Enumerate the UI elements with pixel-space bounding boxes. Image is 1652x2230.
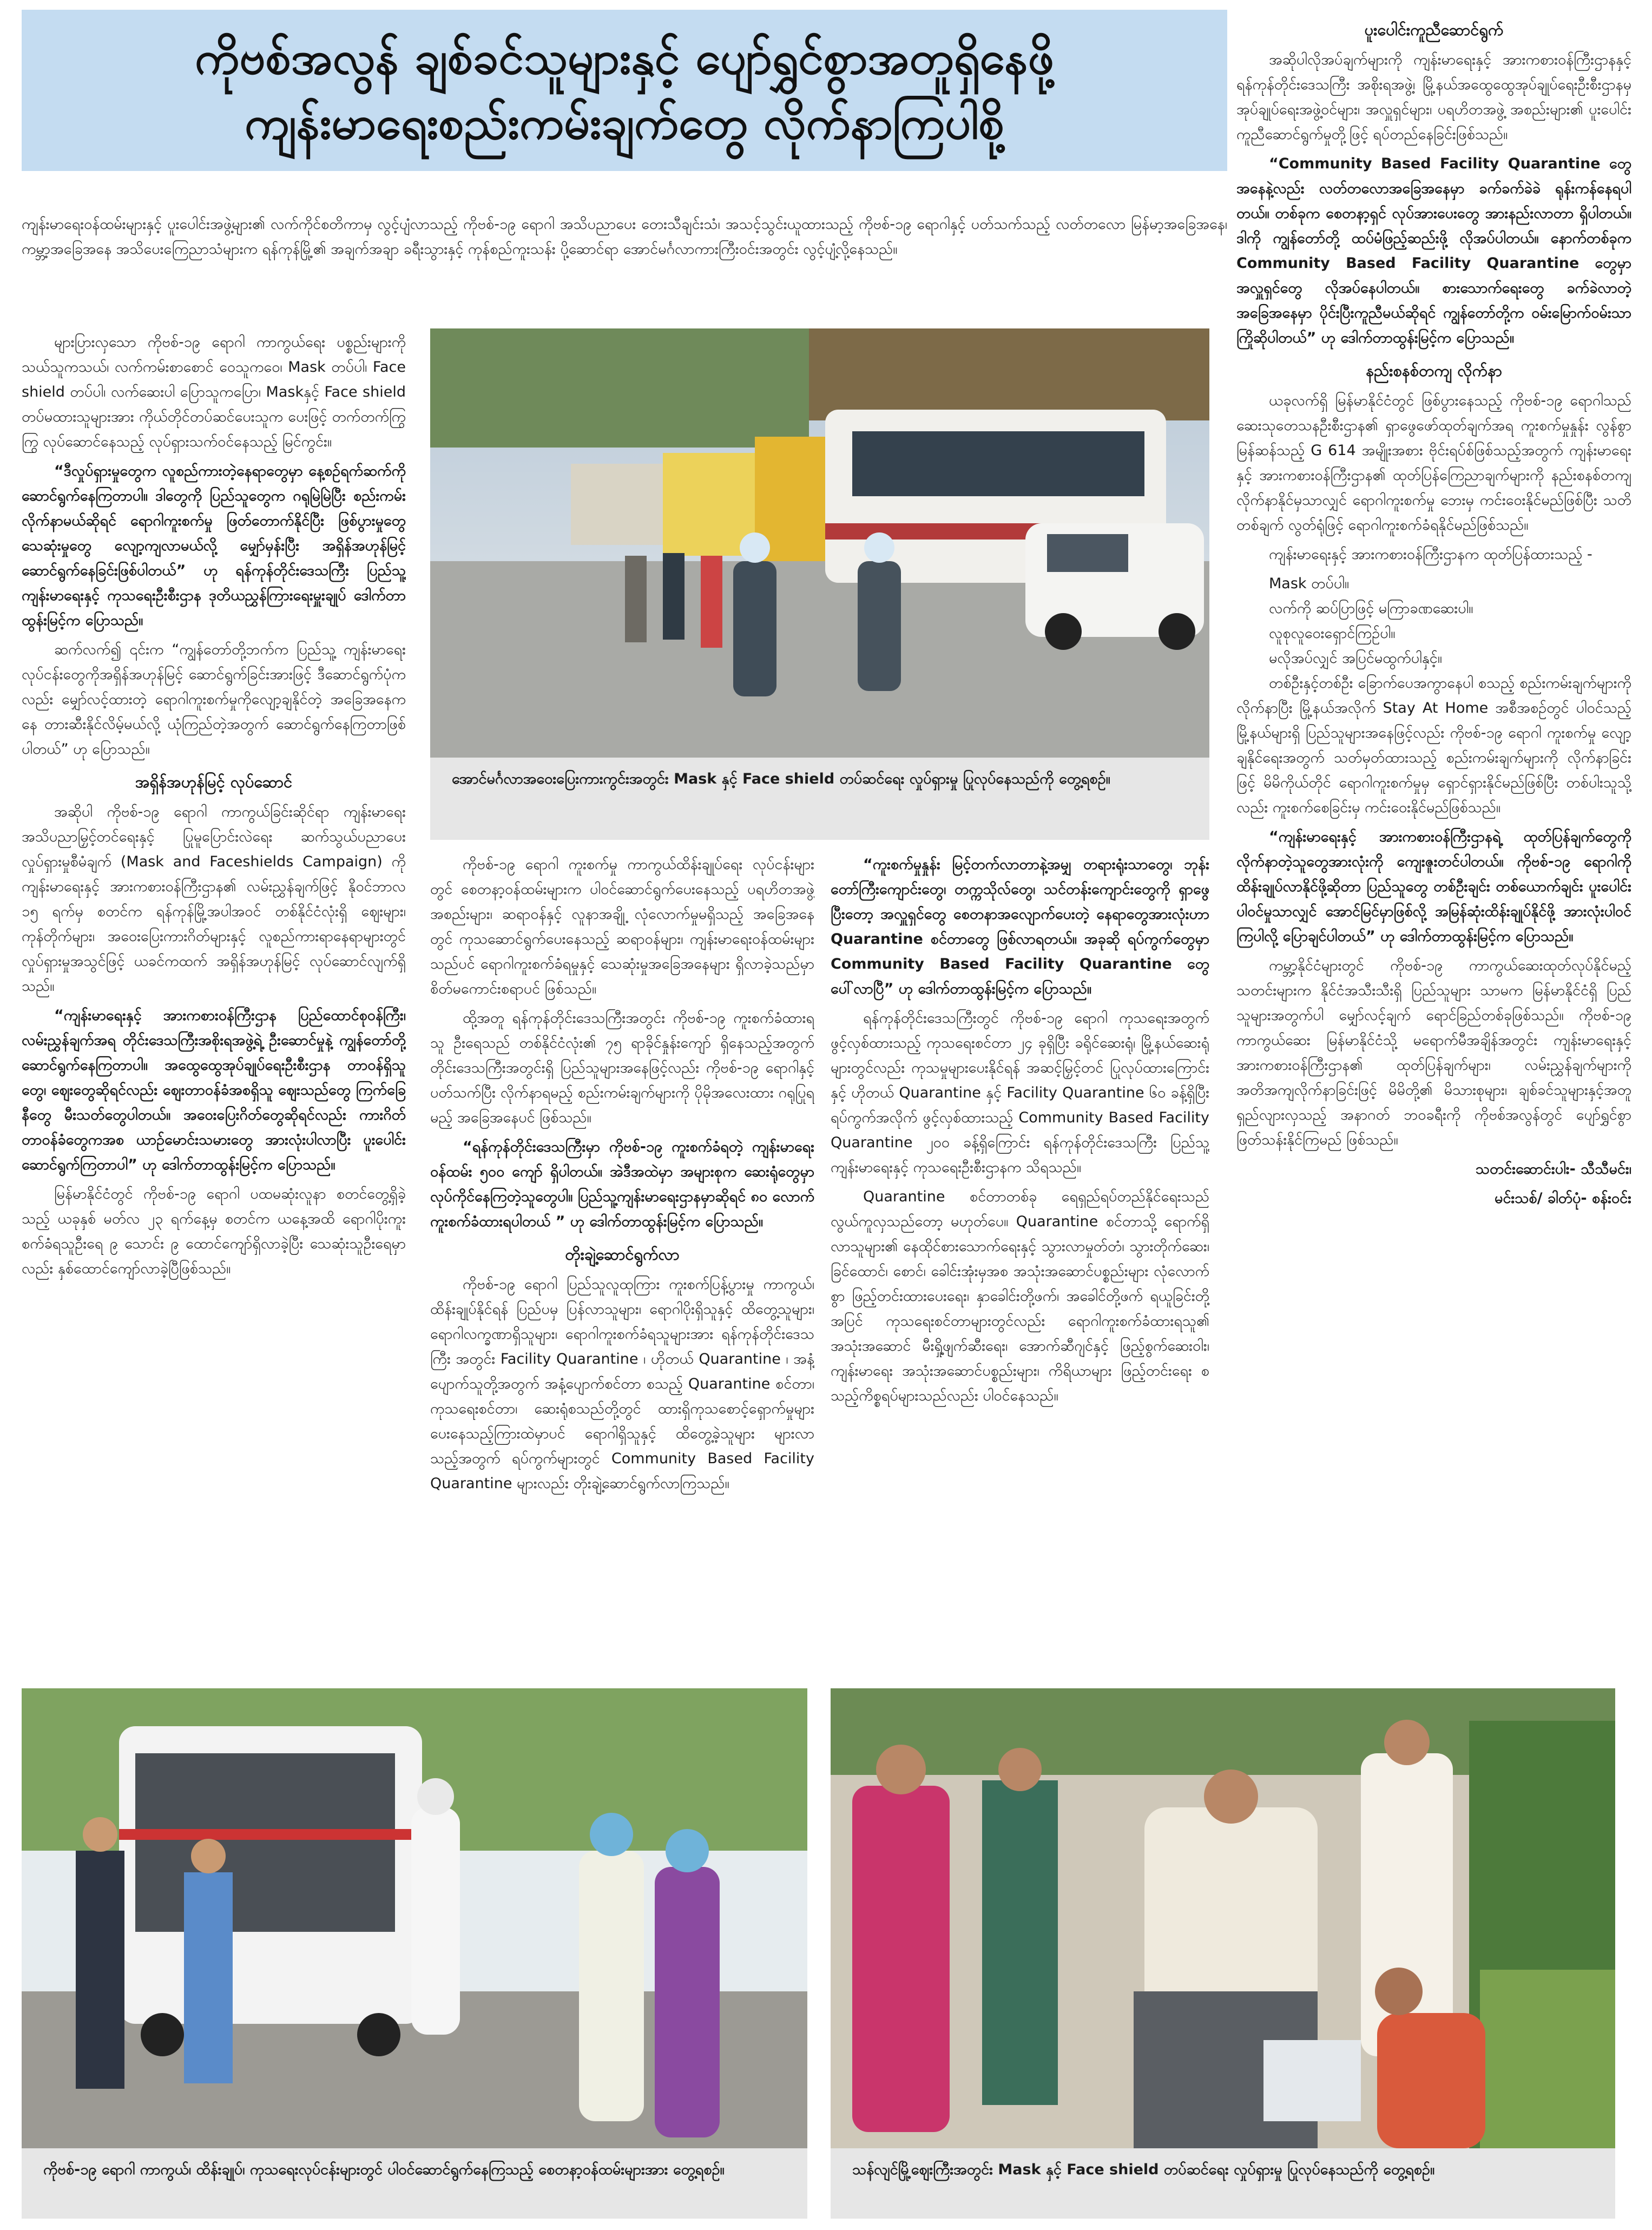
paragraph: ကျန်းမာရေးနှင့် အားကစားဝန်ကြီးဌာနက ထုတ်ပြန်ထားသည့် - — [1269, 546, 1592, 563]
paragraph: များပြားလှသော ကိုဗစ်-၁၉ ရောဂါ ကာကွယ်ရေး ပစ္စည်းများကို သယ်သူကသယ်၊ လက်ကမ်းစာစောင် ဝေသူကဝေ၊ Mask တပ်ပါ၊ Face shield တပ်ပါ၊ လက်ဆေးပါ ပြောသူကပြော၊ Maskနှင့် Face shield တပ်မထားသူများအား ကိုယ်တိုင်တပ်ဆင်ပေးသူက ပေးဖြင့် တက်တက်ကြွကြွ လုပ်ဆောင်နေသည့် လုပ်ရှားသက်ဝင်နေသည့် မြင်ကွင်း။ — [22, 334, 406, 450]
quote-paragraph: “ရန်ကုန်တိုင်းဒေသကြီးမှာ ကိုဗစ်-၁၉ ကူးစက်ခံရတဲ့ ကျန်းမာရေးဝန်ထမ်း ၅၀၀ ကျော် ရှိပါတယ်။ အဲဒီအထဲမှာ အများစုက ဆေးရုံတွေမှာ လုပ်ကိုင်နေကြတဲ့သူတွေပါ။ ပြည်သူ့ကျန်းမာရေးဌာနမှာဆိုရင် ၈၀ လောက် ကူးစက်ခံထားရပါတယ် ” ဟု ဒေါက်တာထွန်းမြင့်က ပြောသည်။ — [430, 1139, 814, 1230]
section-heading: တိုးချဲ့ဆောင်ရွက်လာ — [565, 1245, 680, 1264]
photo-bus-terminal — [430, 328, 1209, 758]
paragraph: တစ်ဦးနှင့်တစ်ဦး ခြောက်ပေအကွာနေပါ စသည့် စည်းကမ်းချက်များကို လိုက်နာပြီး မြို့နယ်အလိုက် Stay At Home အစီအစဉ်တွင် ပါဝင်သည့် မြို့နယ်များရှိ ပြည်သူများအနေဖြင့်လည်း ကိုဗစ်-၁၉ ရောဂါ ကူးစက်မှု လျော့ချနိုင်ရေးအတွက် သတ်မှတ်ထားသည့် စည်းကမ်းချက်များကို လိုက်နာခြင်းဖြင့် မိမိကိုယ်တိုင် ရောဂါကူးစက်မှုမှ ရှောင်ရှားနိုင်မည်ဖြစ်ပြီး တစ်ပါးသူသို့လည်း ကူးစက်စေခြင်းမှ ကင်းဝေးနိုင်မည်ဖြစ်သည်။ — [1236, 675, 1631, 816]
lede-paragraph: ကျန်းမာရေးဝန်ထမ်းများနှင့် ပူးပေါင်းအဖွဲ့များ၏ လက်ကိုင်စတိကာမှ လွင့်ပျံလာသည့် ကိုဗစ်-၁၉ ရောဂါ အသိပညာပေး တေးသီချင်းသံ၊ အသင့်သွင်းယူထားသည့် ကိုဗစ်-၁၉ ရောဂါနှင့် ပတ်သက်သည့် လတ်တလော မြန်မာ့အခြေအနေ၊ ကမ္ဘာ့အခြေအနေ အသိပေးကြေညာသံများက ရန်ကုန်မြို့၏ အချက်အချာ ခရီးသွားနှင့် ကုန်စည်ကူးသန်း ပို့ဆောင်ရာ အောင်မင်္ဂလာကားကြီးဝင်းအတွင်း လွင့်ပျံ့လို့နေသည်။ — [22, 216, 1227, 258]
paragraph: ထို့အတူ ရန်ကုန်တိုင်းဒေသကြီးအတွင်း ကိုဗစ်-၁၉ ကူးစက်ခံထားရသူ ဦးရေသည် တစ်နိုင်ငံလုံး၏ ၇၅ ရာခိုင်နှုန်းကျော် ရှိနေသည့်အတွက် တိုင်းဒေသကြီးအတွင်းရှိ ပြည်သူများအနေဖြင့်လည်း ကိုဗစ်-၁၉ ရောဂါနှင့် ပတ်သက်ပြီး လိုက်နာရမည့် စည်းကမ်းချက်များကို ပိုမိုအလေးထား ဂရုပြုရမည့် အခြေအနေပင် ဖြစ်သည်။ — [430, 1010, 814, 1126]
paragraph: Quarantine စင်တာတစ်ခု ရေရှည်ရပ်တည်နိုင်ရေးသည် လွယ်ကူလှသည်တော့ မဟုတ်ပေ။ Quarantine စင်တာသို့ ရောက်ရှိလာသူများ၏ နေထိုင်စားသောက်ရေးနှင့် သွားလာမှုတ်တံ၊ သွားတိုက်ဆေး၊ ခြင်ထောင်၊ စောင်၊ ခေါင်းအုံးမှအစ အသုံးအဆောင်ပစ္စည်းများ လုံလောက်စွာ ဖြည့်တင်းထားပေးရေး၊ နှာခေါင်းတို့ဖက်၊ အခေါင်တို့ဖက် ရယူခြင်းတို့အပြင် ကုသရေးစင်တာများတွင်လည်း ရောဂါကူးစက်ခံထားရသူ၏ အသုံးအဆောင် မီးရှို့ဖျက်ဆီးရေး၊ အောက်ဆီဂျင်နှင့် ဖြည့်စွက်ဆေးဝါး၊ ကျန်းမာရေး အသုံးအဆောင်ပစ္စည်းများ၊ ကိရိယာများ ဖြည့်တင်းရေး စသည့်ကိစ္စရပ်များသည်လည်း ပါဝင်နေသည်။ — [831, 1188, 1209, 1404]
byline: မင်းသစ်/ ခါတ်ပုံ- စန်းဝင်း — [1495, 1190, 1631, 1207]
quote-paragraph: “ကျန်းမာရေးနှင့် အားကစားဝန်ကြီးဌာန ပြည်ထောင်စုဝန်ကြီး၊ လမ်းညွှန်ချက်အရ တိုင်းဒေသကြီးအစိုးရအဖွဲ့ရဲ့ ဦးဆောင်မှုနဲ့ ကျွန်တော်တို့ ဆောင်ရွက်နေကြတာပါ။ အထွေထွေအုပ်ချုပ်ရေးဦးစီးဌာန တာဝန်ရှိသူတွေ၊ ဈေးတွေဆိုရင်လည်း ဈေးတာဝန်ခံအစရှိသူ ဈေးသည်တွေ ကြက်ခြေနီတွေ မီးသတ်တွေပါတယ်။ အဝေးပြေးဂိတ်တွေဆိုရင်လည်း ကားဂိတ်တာဝန်ခံတွေကအစ ယာဉ်မောင်းသမားတွေ အားလုံးပါလာပြီး ပူးပေါင်းဆောင်ရွက်ကြတာပါ” ဟု ဒေါက်တာထွန်းမြင့်က ပြောသည်။ — [22, 1007, 406, 1173]
paragraph: အဆိုပါ ကိုဗစ်-၁၉ ရောဂါ ကာကွယ်ခြင်းဆိုင်ရာ ကျန်းမာရေးအသိပညာမြှင့်တင်ရေးနှင့် ပြုမူပြောင်းလဲရေး ဆက်သွယ်ပညာပေး လှုပ်ရှားမှုစီမံချက် (Mask and Faceshields Campaign) ကို ကျန်းမာရေးနှင့် အားကစားဝန်ကြီးဌာန၏ လမ်းညွှန်ချက်ဖြင့် နိုဝင်ဘာလ ၁၅ ရက်မှ စတင်က ရန်ကုန်မြို့အပါအဝင် တစ်နိုင်ငံလုံးရှိ ဈေးများ၊ ကုန်တိုက်များ၊ အဝေးပြေးကားဂိတ်များနှင့် လူစည်ကားရာနေရာများတွင် လှုပ်ရှားမှုအသွင်ဖြင့် ယခင်ကထက် အရှိန်အဟုန်မြင့် လုပ်ဆောင်လျက်ရှိသည်။ — [22, 804, 406, 995]
byline: သတင်းဆောင်းပါး- သီသီမင်း၊ — [1475, 1161, 1631, 1178]
headline-line-2: ကျန်းမာရေးစည်းကမ်းချက်တွေ လိုက်နာကြပါစို့ — [245, 96, 1004, 149]
paragraph: မြန်မာနိုင်ငံတွင် ကိုဗစ်-၁၉ ရောဂါ ပထမဆုံးလူနာ စတင်တွေ့ရှိခဲ့သည့် ယခုနှစ် မတ်လ ၂၃ ရက်နေ့မှ စတင်က ယနေ့အထိ ရောဂါပိုးကူးစက်ခံရသူဦးရေ ၉ သောင်း ၉ ထောင်ကျော်ရှိလာခဲ့ပြီး သေဆုံးသူဦးရေမှာလည်း နှစ်ထောင်ကျော်လာခဲ့ပြီဖြစ်သည်။ — [22, 1186, 406, 1277]
article-column-3 — [831, 852, 1209, 1669]
photo-caption-bottom-left: ကိုဗစ်-၁၉ ရောဂါ ကာကွယ်၊ ထိန်းချုပ်၊ ကုသရေးလုပ်ငန်းများတွင် ပါဝင်ဆောင်ရွက်နေကြသည့် စေတနာ့ဝန်ထမ်းများအား တွေ့ရစဉ်။ — [22, 2148, 807, 2219]
section-heading: အရှိန်အဟုန်မြင့် လုပ်ဆောင် — [135, 773, 293, 791]
list-item: လက်ကို ဆပ်ပြာဖြင့် မကြာခဏဆေးပါ။ — [1269, 600, 1473, 617]
quote-paragraph: “ကျန်းမာရေးနှင့် အားကစားဝန်ကြီးဌာနရဲ့ ထုတ်ပြန်ချက်တွေကို လိုက်နာတဲ့သူတွေအားလုံးကို ကျေးဇူးတင်ပါတယ်။ ကိုဗစ်-၁၉ ရောဂါကို ထိန်းချုပ်လာနိုင်ဖို့ဆိုတာ ပြည်သူတွေ တစ်ဦးချင်း တစ်ယောက်ချင်း ပူးပေါင်းပါဝင်မှုသာလျှင် အောင်မြင်မှာဖြစ်လို့ အမြန်ဆုံးထိန်းချုပ်နိုင်ဖို့ အားလုံးပါဝင်ကြပါလို့ ပြောချင်ပါတယ်” ဟု ဒေါက်တာထွန်းမြင့်က ပြောသည်။ — [1236, 828, 1631, 945]
section-heading: ပူးပေါင်းကူညီဆောင်ရွက် — [1364, 21, 1504, 39]
bus-terminal-image — [430, 328, 1209, 758]
market-image — [831, 1688, 1615, 2148]
article-column-1 — [22, 330, 406, 1667]
quote-paragraph: “ကူးစက်မှုနှုန်း မြင့်တက်လာတာနဲ့အမျှ တရားရုံးသာတွေ၊ ဘုန်းတော်ကြီးကျောင်းတွေ၊ တက္ကသိုလ်တွေ၊ သင်တန်းကျောင်းတွေကို ရှာဖွေပြီးတော့ အလှူရှင်တွေ စေတနာအလျောက်ပေးတဲ့ နေရာတွေအားလုံးဟာ Quarantine စင်တာတွေ ဖြစ်လာရတယ်။ အခုဆို ရပ်ကွက်တွေမှာ Community Based Facility Quarantine တွေ ပေါ်လာပြီ” ဟု ဒေါက်တာထွန်းမြင့်က ပြောသည်။ — [831, 856, 1209, 997]
section-heading: နည်းစနစ်တကျ လိုက်နာ — [1366, 361, 1502, 380]
list-item: မလိုအပ်လျှင် အပြင်မထွက်ပါနှင့်။ — [1269, 650, 1442, 667]
paragraph: ကမ္ဘာ့နိုင်ငံများတွင် ကိုဗစ်-၁၉ ကာကွယ်ဆေးထုတ်လုပ်နိုင်မည့် သတင်းများက နိုင်ငံအသီးသီးရှိ ပြည်သူများ သာမက မြန်မာနိုင်ငံရှိ ပြည်သူများအတွက်ပါ မျှော်လင့်ချက် ရောင်ခြည်တစ်ခုဖြစ်သည်။ ကိုဗစ်-၁၉ ကာကွယ်ဆေး မြန်မာနိုင်ငံသို့ မရောက်မီအချိန်အတွင်း ကျန်းမာရေးနှင့် အားကစားဝန်ကြီးဌာန၏ ထုတ်ပြန်ချက်များ၊ လမ်းညွှန်ချက်များကို အတိအကျလိုက်နာခြင်းဖြင့် မိမိတို့၏ မိသားစုများ၊ ချစ်ခင်သူများနှင့်အတူ ရှည်လျားလှသည့် အနာဂတ် ဘဝခရီးကို ကိုဗစ်အလွန်တွင် ပျော်ရွှင်စွာ ဖြတ်သန်းနိုင်ကြမည် ဖြစ်သည်။ — [1236, 957, 1631, 1148]
article-column-2 — [430, 852, 814, 1669]
paragraph: အဆိုပါလိုအပ်ချက်များကို ကျန်းမာရေးနှင့် အားကစားဝန်ကြီးဌာနနှင့် ရန်ကုန်တိုင်းဒေသကြီး အစိုးရအဖွဲ့၊ မြို့နယ်အထွေထွေအုပ်ချုပ်ရေးဦးစီးဌာနမှ အုပ်ချုပ်ရေးအဖွဲ့ဝင်များ၊ အလှူရှင်များ၊ ပရဟိတအဖွဲ့ အစည်းများ၏ ပူးပေါင်းကူညီဆောင်ရွက်မှုတို့ဖြင့် ရပ်တည်နေခြင်းဖြစ်သည်။ — [1236, 51, 1631, 143]
headline-box — [22, 10, 1227, 171]
paragraph: ကိုဗစ်-၁၉ ရောဂါ ကူးစက်မှု ကာကွယ်ထိန်းချုပ်ရေး လုပ်ငန်းများတွင် စေတနာ့ဝန်ထမ်းများက ပါဝင်ဆောင်ရွက်ပေးနေသည့် ပရဟိတအဖွဲ့အစည်းများ၊ ဆရာဝန်နှင့် လူနာအချို့ လုံလောက်မှုမရှိသည့် အခြေအနေတွင် ကုသဆောင်ရွက်ပေးနေသည့် ဆရာဝန်များ၊ ကျန်းမာရေးဝန်ထမ်းများ သည်ပင် ရောဂါကူးစက်ခံရမှုနှင့် သေဆုံးမှုအခြေအနေများ ရှိလာခဲ့သည်မှာ စိတ်မကောင်းစရာပင် ဖြစ်သည်။ — [430, 856, 814, 997]
list-item: Mask တပ်ပါ။ — [1269, 575, 1350, 592]
photo-ambulance-volunteers — [22, 1688, 807, 2148]
list-item: လူစုလူဝေးရှောင်ကြဉ်ပါ။ — [1269, 625, 1396, 642]
photo-caption-top: အောင်မင်္ဂလာအဝေးပြေးကားကွင်းအတွင်း Mask နှင့် Face shield တပ်ဆင်ရေး လှုပ်ရှားမှု ပြုလုပ်နေသည်ကို တွေ့ရစဉ်။ — [430, 758, 1209, 840]
quote-paragraph: “ဒီလှုပ်ရှားမှုတွေက လူစည်ကားတဲ့နေရာတွေမှာ နေ့စဉ်ရက်ဆက်ကို ဆောင်ရွက်နေကြတာပါ။ ဒါတွေကို ပြည်သူတွေက ဂရုမြဲမြဲပြီး စည်းကမ်းလိုက်နာမယ်ဆိုရင် ရောဂါကူးစက်မှု ဖြတ်တောက်နိုင်ပြီး ဖြစ်ပွားမှုတွေ သေဆုံးမှုတွေ လျော့ကျလာမယ်လို့ မျှော်မှန်းပြီး အရှိန်အဟုန်မြင့် ဆောင်ရွက်နေခြင်းဖြစ်ပါတယ်” ဟု ရန်ကုန်တိုင်းဒေသကြီး ပြည်သူ့ကျန်းမာရေးနှင့် ကုသရေးဦးစီးဌာန ဒုတိယညွှန်ကြားရေးမှူးချုပ် ဒေါက်တာထွန်းမြင့်က ပြောသည်။ — [22, 463, 406, 629]
photo-market-campaign — [831, 1688, 1615, 2148]
paragraph: ဆက်လက်၍ ၎င်းက “ကျွန်တော်တို့ဘက်က ပြည်သူ့ ကျန်းမာရေးလုပ်ငန်းတွေကိုအရှိန်အဟုန်မြင့် ဆောင်ရွက်ခြင်းအားဖြင့် ဒီဆောင်ရွက်ပုံကလည်း မျှော်လင့်ထားတဲ့ ရောဂါကူးစက်မှုကိုလျော့ချနိုင်တဲ့ အခြေအနေကနေ တားဆီးနိုင်လိမ့်မယ်လို့ ယုံကြည်တဲ့အတွက် ဆောင်ရွက်နေကြတာဖြစ်ပါတယ်” ဟု ပြောသည်။ — [22, 641, 406, 758]
paragraph: ယခုလက်ရှိ မြန်မာနိုင်ငံတွင် ဖြစ်ပွားနေသည့် ကိုဗစ်-၁၉ ရောဂါသည် ဆေးသုတေသနဦးစီးဌာန၏ ရှာဖွေဖော်ထုတ်ချက်အရ ကူးစက်မှုနှုန်း လွန်စွာမြန်ဆန်သည့် G 614 အမျိုးအစား ဗိုင်းရပ်စ်ဖြစ်သည့်အတွက် ကျန်းမာရေးနှင့် အားကစားဝန်ကြီးဌာန၏ ထုတ်ပြန်ကြေညာချက်များကို နည်းစနစ်တကျ လိုက်နာနိုင်မှသာလျှင် ရောဂါကူးစက်မှု ဘေးမှ ကင်းဝေးနိုင်မည်ဖြစ်ပြီး သတိတစ်ချက် လွတ်ရုံဖြင့် ရောဂါကူးစက်ခံရနိုင်မည်ဖြစ်သည်။ — [1236, 392, 1631, 534]
headline-line-1: ကိုဗစ်အလွန် ချစ်ခင်သူများနှင့် ပျော်ရွှင်စွာအတူရှိနေဖို့ — [195, 31, 1054, 84]
paragraph: ကိုဗစ်-၁၉ ရောဂါ ပြည်သူလူထုကြား ကူးစက်ပြန့်ပွားမှု ကာကွယ်၊ ထိန်းချုပ်နိုင်ရန် ပြည်ပမှ ပြန်လာသူများ၊ ရောဂါပိုးရှိသူနှင့် ထိတွေ့သူများ၊ ရောဂါလက္ခဏာရှိသူများ၊ ရောဂါကူးစက်ခံရသူများအား ရန်ကုန်တိုင်းဒေသကြီး အတွင်း Facility Quarantine ၊ ဟိုတယ် Quarantine ၊ အနံ့ပျောက်သူတို့အတွက် အနံ့ပျောက်စင်တာ စသည့် Quarantine စင်တာ၊ ကုသရေးစင်တာ၊ ဆေးရုံစသည်တို့တွင် ထားရှိကုသစောင့်ရှောက်မှုများ ပေးနေသည့်ကြားထဲမှာပင် ရောဂါရှိသူနှင့် ထိတွေ့ခဲ့သူများ များလာသည့်အတွက် ရပ်ကွက်များတွင် Community Based Facility Quarantine များလည်း တိုးချဲ့ဆောင်ရွက်လာကြသည်။ — [430, 1276, 814, 1492]
photo-caption-bottom-right: သန်လျင်မြို့ဈေးကြီးအတွင်း Mask နှင့် Face shield တပ်ဆင်ရေး လှုပ်ရှားမှု ပြုလုပ်နေသည်ကို တွေ့ရစဉ်။ — [831, 2148, 1615, 2219]
quote-paragraph: “Community Based Facility Quarantine တွေ အနေနဲ့လည်း လတ်တလောအခြေအနေမှာ ခက်ခက်ခဲခဲ ရုန်းကန်နေရပါတယ်။ တစ်ခုက စေတနာ့ရှင် လုပ်အားပေးတွေ အားနည်းလာတာ ရှိပါတယ်။ ဒါကို ကျွန်တော်တို့ ထပ်မံဖြည့်ဆည်းဖို့ လိုအပ်ပါတယ်။ နောက်တစ်ခုက Community Based Facility Quarantine တွေမှာ အလှူရှင်တွေ လိုအပ်နေပါတယ်။ စားသောက်ရေးတွေ ခက်ခဲလာတဲ့ အခြေအနေမှာ ပိုင်းပြီးကူညီမယ်ဆိုရင် ကျွန်တော်တို့က ဝမ်းမြောက်ဝမ်းသာ ကြိုဆိုပါတယ်” ဟု ဒေါက်တာထွန်းမြင့်က ပြောသည်။ — [1236, 155, 1631, 346]
article-column-4 — [1236, 10, 1631, 1676]
paragraph: ရန်ကုန်တိုင်းဒေသကြီးတွင် ကိုဗစ်-၁၉ ရောဂါ ကုသရေးအတွက် ဖွင့်လှစ်ထားသည့် ကုသရေးစင်တာ ၂၄ ခုရှိပြီး ခရိုင်ဆေးရုံ၊ မြို့နယ်ဆေးရုံများတွင်လည်း ကုသမှုများပေးနိုင်ရန် အဆင့်မြှင့်တင် ပြုလုပ်ထားကြောင်းနှင့် ဟိုတယ် Quarantine နှင့် Facility Quarantine ၆၀ ခန့်ရှိပြီး ရပ်ကွက်အလိုက် ဖွင့်လှစ်ထားသည့် Community Based Facility Quarantine ၂၀၀ ခန့်ရှိကြောင်း ရန်ကုန်တိုင်းဒေသကြီး ပြည်သူ့ကျန်းမာရေးနှင့် ကုသရေးဦးစီးဌာနက သိရသည်။ — [831, 1010, 1209, 1176]
ambulance-image — [22, 1688, 807, 2148]
